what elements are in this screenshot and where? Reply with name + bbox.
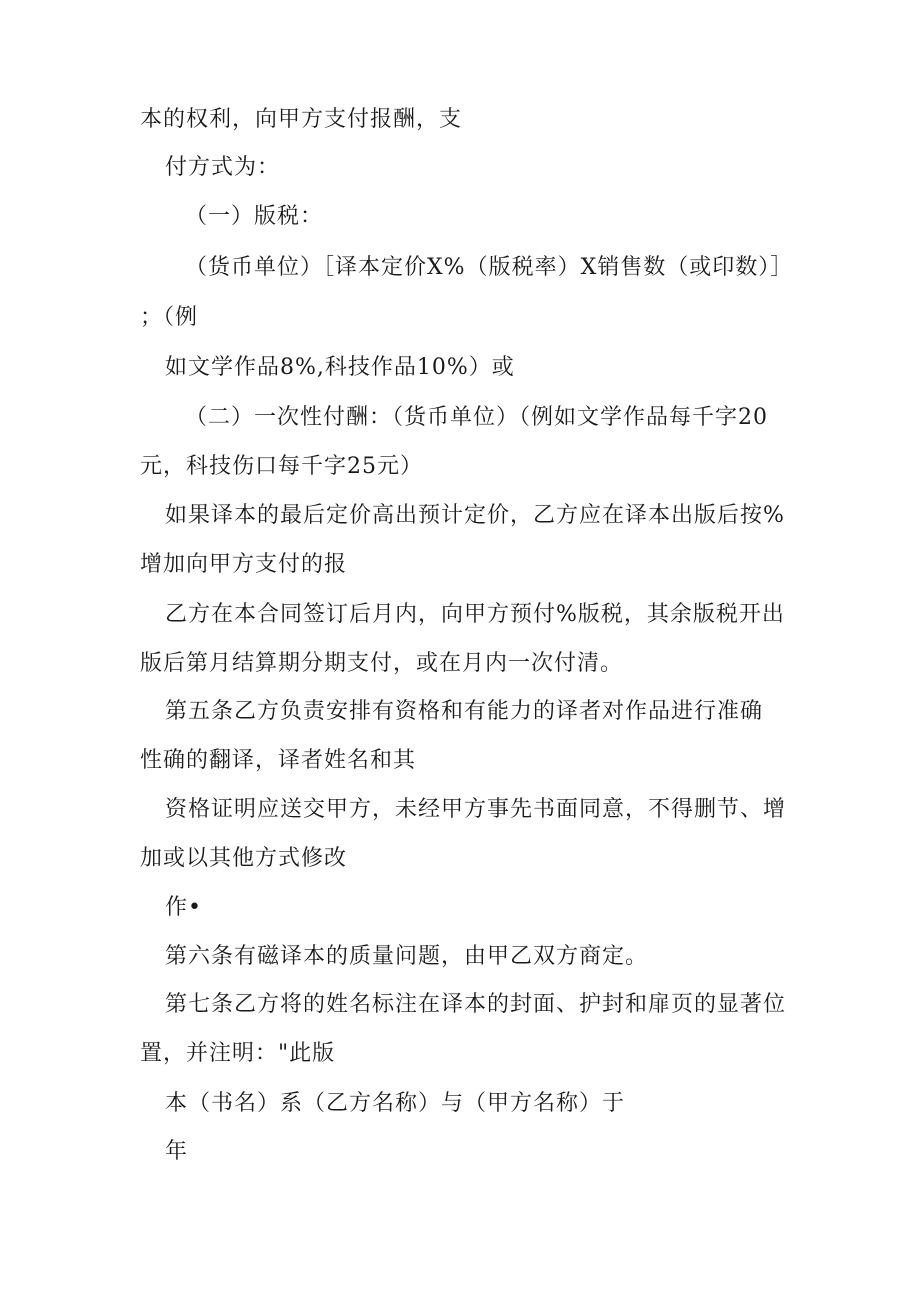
- text-line: 本（书名）系（乙方名称）与（甲方名称）于: [165, 1091, 626, 1116]
- text-line: 第六条有磁译本的质量问题，由甲乙双方商定。: [165, 944, 649, 969]
- text-line: 增加向甲方支付的报: [140, 552, 348, 577]
- text-line: 如文学作品8%,科技作品10%）或: [165, 355, 515, 380]
- text-line: 置，并注明："此版: [140, 1041, 336, 1066]
- text-line: 第七条乙方将的姓名标注在译本的封面、护封和扉页的显著位: [165, 992, 787, 1017]
- text-line: 付方式为：: [165, 155, 281, 180]
- text-line: （二）一次性付酬：（货币单位）（例如文学作品每千字20: [185, 405, 768, 430]
- text-line: 元，科技伤口每千字25元）: [140, 454, 423, 479]
- text-line: （货币单位）［译本定价X%（版税率）X销售数（或印数）］: [185, 255, 794, 280]
- text-line: 如果译本的最后定价高出预计定价，乙方应在译本出版后按%: [165, 503, 785, 528]
- text-line: 乙方在本合同签订后月内，向甲方预付%版税，其余版税开出: [165, 602, 785, 627]
- text-line: 第五条乙方负责安排有资格和有能力的译者对作品进行准确: [165, 699, 764, 724]
- text-line: ；（例: [140, 305, 199, 330]
- text-line: 作•: [165, 895, 202, 920]
- text-line: 性确的翻译，译者姓名和其: [140, 748, 417, 773]
- text-line: 版后第月结算期分期支付，或在月内一次付清。: [140, 651, 624, 676]
- text-line: 年: [165, 1139, 189, 1164]
- text-line: 加或以其他方式修改: [140, 846, 348, 871]
- text-line: 本的权利，向甲方支付报酬，支: [140, 107, 463, 132]
- text-line: 资格证明应送交甲方，未经甲方事先书面同意，不得删节、增: [165, 797, 787, 822]
- text-line: （一）版税：: [185, 204, 324, 229]
